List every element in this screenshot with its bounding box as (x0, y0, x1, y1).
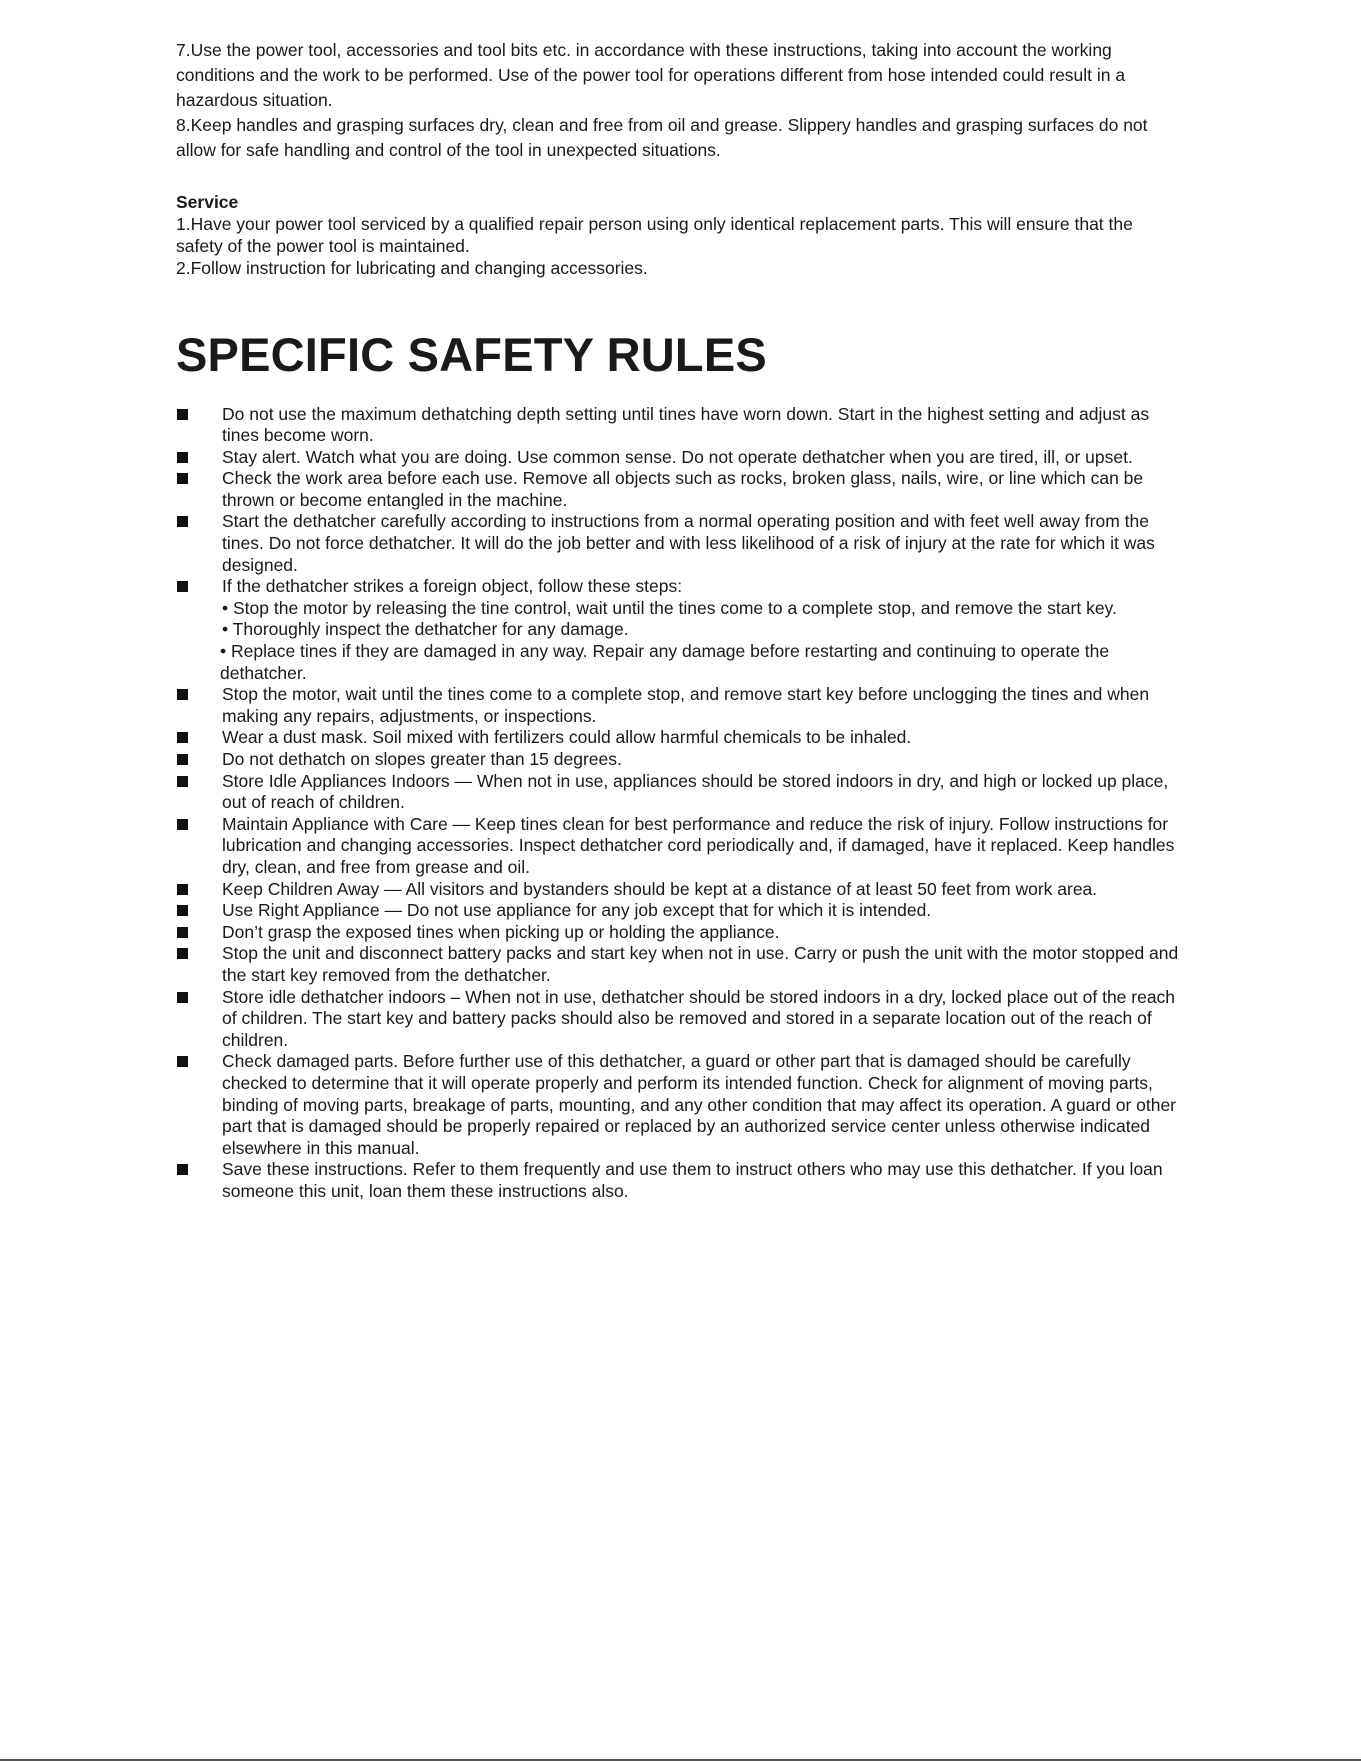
general-safety-item-7: 7.Use the power tool, accessories and tool bits etc. in accordance with these instructions, taking into account the working conditions and the work to be performed. Use of the power tool for operations different from hose intended could result in a hazardous situation. (176, 40, 1126, 110)
rule-item (176, 814, 1182, 879)
rule-item (176, 468, 1182, 511)
square-bullet-icon (177, 754, 188, 765)
foreign-object-step: • Stop the motor by releasing the tine control, wait until the tines come to a complete stop, and remove the start key. (222, 597, 1117, 618)
rule-item (176, 900, 1182, 922)
square-bullet-icon (177, 581, 188, 592)
rule-item (176, 1159, 1182, 1202)
rule-item (176, 749, 1182, 771)
rule-text: Do not dethatch on slopes greater than 15 degrees. (222, 749, 622, 769)
rule-item (176, 1051, 1182, 1159)
rule-item (176, 771, 1182, 814)
rule-text: Store Idle Appliances Indoors — When not in use, appliances should be stored indoors in dry, and high or locked up place, out of reach of children. (222, 770, 1169, 813)
service-item-2: 2.Follow instruction for lubricating and changing accessories. (176, 258, 648, 278)
rule-text: Stay alert. Watch what you are doing. Use common sense. Do not operate dethatcher when you are tired, ill, or upset. (222, 446, 1133, 467)
rule-text: Don’t grasp the exposed tines when picking up or holding the appliance. (222, 921, 780, 942)
square-bullet-icon (177, 689, 188, 700)
square-bullet-icon (177, 884, 188, 895)
square-bullet-icon (177, 1056, 188, 1067)
square-bullet-icon (177, 409, 188, 420)
rule-text: Stop the unit and disconnect battery packs and start key when not in use. Carry or push the unit with the motor stopped and the start key removed from the dethatcher. (222, 943, 1179, 985)
rule-text: Check damaged parts. Before further use of this dethatcher, a guard or other part that is damaged should be carefully checked to determine that it will operate properly and perform its intended function. Check for alignment of moving parts, binding of moving parts, breakage of parts, mounting, and any other condition that may affect its operation. A guard or other part that is damaged should be properly repaired or replaced by an authorized service center unless otherwise indicated elsewhere in this manual. (222, 1051, 1177, 1158)
specific-safety-rules-list (176, 404, 1182, 1203)
square-bullet-icon (177, 516, 188, 527)
rule-text: Maintain Appliance with Care — Keep tines clean for best performance and reduce the risk of injury. Follow instructions for lubrication and changing accessories. Inspect dethatcher cord periodically and, if damaged, have it replaced. Keep handles dry, clean, and free from grease and oil. (222, 813, 1175, 877)
square-bullet-icon (177, 905, 188, 916)
rule-text: Do not use the maximum dethatching depth setting until tines have worn down. Start in the highest setting and adjust as tines become worn. (222, 403, 1150, 446)
foreign-object-step: • Replace tines if they are damaged in any way. Repair any damage before restarting and continuing to operate the dethatcher. (220, 641, 1110, 683)
rule-item (176, 404, 1182, 447)
manual-page (176, 38, 1182, 1202)
rule-text: Wear a dust mask. Soil mixed with fertilizers could allow harmful chemicals to be inhaled. (222, 727, 912, 748)
rule-item (176, 943, 1182, 986)
square-bullet-icon (177, 452, 188, 463)
square-bullet-icon (177, 732, 188, 743)
rule-item (176, 447, 1182, 469)
rule-text: If the dethatcher strikes a foreign object, follow these steps: (222, 576, 683, 597)
square-bullet-icon (177, 776, 188, 787)
rule-text: Use Right Appliance — Do not use appliance for any job except that for which it is intended. (222, 900, 932, 921)
rule-text: Stop the motor, wait until the tines come to a complete stop, and remove start key before unclogging the tines and when making any repairs, adjustments, or inspections. (222, 684, 1150, 726)
rule-item (176, 879, 1182, 901)
rule-text: Keep Children Away — All visitors and bystanders should be kept at a distance of at least 50 feet from work area. (222, 878, 1098, 899)
general-safety-item-8: 8.Keep handles and grasping surfaces dry, clean and free from oil and grease. Slippery handles and grasping surfaces do not allow for safe handling and control of the tool in unexpected situations. (176, 115, 1148, 160)
square-bullet-icon (177, 473, 188, 484)
square-bullet-icon (177, 948, 188, 959)
specific-safety-rules-heading: SPECIFIC SAFETY RULES (176, 327, 767, 381)
square-bullet-icon (177, 927, 188, 938)
square-bullet-icon (177, 819, 188, 830)
foreign-object-step: • Thoroughly inspect the dethatcher for any damage. (222, 619, 629, 640)
service-item-1: 1.Have your power tool serviced by a qualified repair person using only identical replacement parts. This will ensure that the safety of the power tool is maintained. (176, 214, 1133, 256)
rule-text: Start the dethatcher carefully according to instructions from a normal operating position and with feet well away from the tines. Do not force dethatcher. It will do the job better and with less likelihood of a risk of injury at the rate for which it was designed. (222, 511, 1155, 575)
rule-item-foreign-object (176, 576, 1182, 684)
rule-item (176, 684, 1182, 727)
rule-text: Check the work area before each use. Remove all objects such as rocks, broken glass, nails, wire, or line which can be thrown or become entangled in the machine. (222, 468, 1144, 510)
rule-item (176, 727, 1182, 749)
rule-item (176, 987, 1182, 1052)
rule-item (176, 922, 1182, 944)
square-bullet-icon (177, 1164, 188, 1175)
rule-text: Save these instructions. Refer to them frequently and use them to instruct others who may use this dethatcher. If you loan someone this unit, loan them these instructions also. (222, 1159, 1163, 1201)
rule-text: Store idle dethatcher indoors – When not in use, dethatcher should be stored indoors in a dry, locked place out of the reach of children. The start key and battery packs should also be removed and stored in a separate location out of the reach of children. (222, 986, 1176, 1050)
rule-item (176, 511, 1182, 576)
service-heading: Service (176, 192, 239, 212)
service-section (176, 190, 1182, 280)
square-bullet-icon (177, 992, 188, 1003)
